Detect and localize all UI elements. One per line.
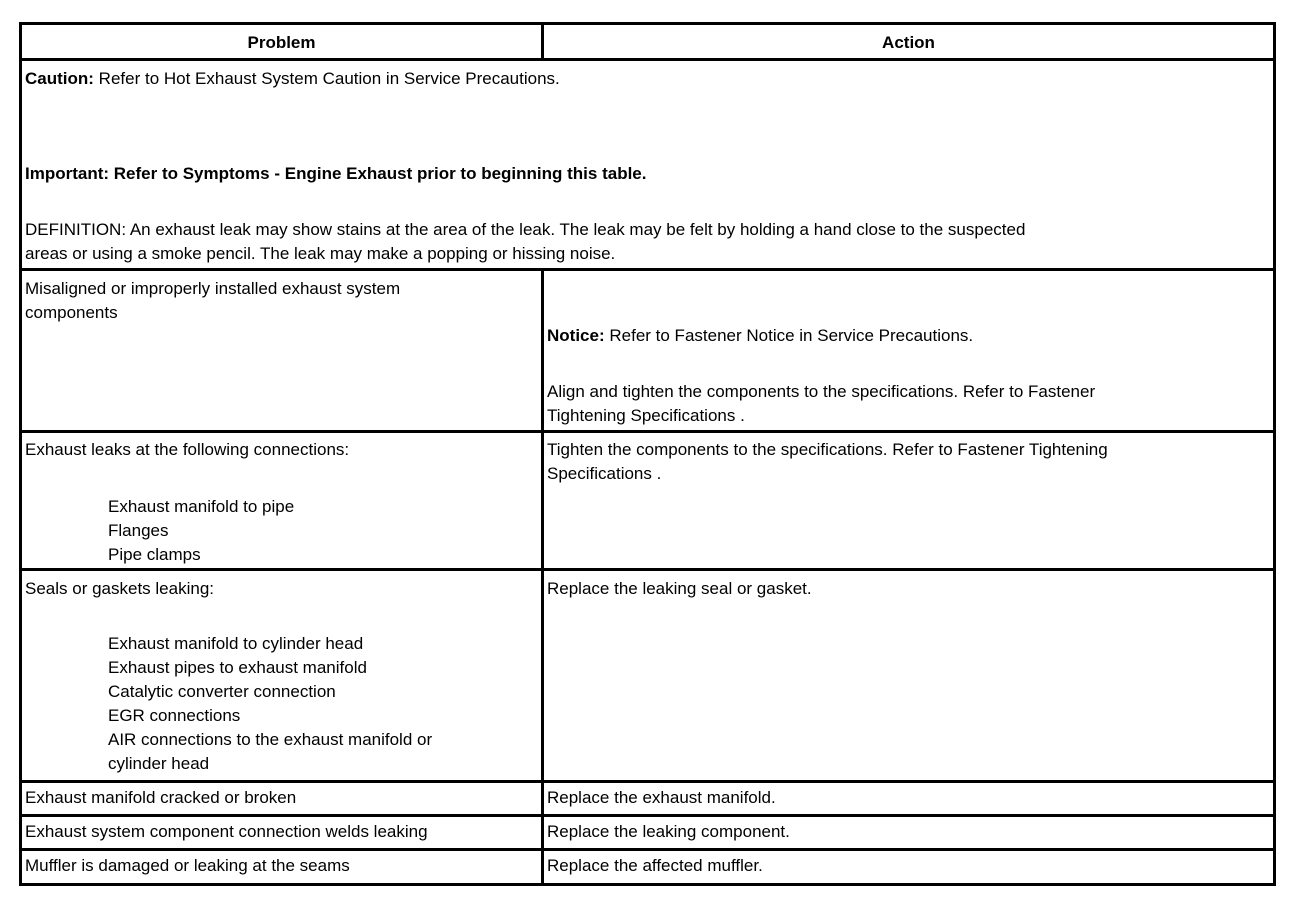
definition-line: areas or using a smoke pencil. The leak may make a popping or hissing noise. xyxy=(25,244,616,263)
divider xyxy=(22,780,1273,783)
list-item: Flanges xyxy=(108,521,169,540)
list-item: Exhaust pipes to exhaust manifold xyxy=(108,658,367,677)
list-item: Catalytic converter connection xyxy=(108,682,336,701)
header-action: Action xyxy=(882,33,935,52)
notice-note xyxy=(547,324,973,348)
caution-label: Caution: xyxy=(25,69,94,88)
action-text: Align and tighten the components to the specifications. Refer to Fastener xyxy=(547,382,1096,401)
problem-text: Exhaust system component connection welds leaking xyxy=(25,822,428,841)
action-text: Replace the leaking component. xyxy=(547,822,790,841)
list-item: Exhaust manifold to pipe xyxy=(108,497,295,516)
caution-note xyxy=(25,67,560,91)
divider xyxy=(22,814,1273,817)
caution-text: Refer to Hot Exhaust System Caution in Service Precautions. xyxy=(98,69,560,88)
divider xyxy=(541,268,544,883)
important-note: Important: Refer to Symptoms - Engine Exhaust prior to beginning this table. xyxy=(25,164,647,183)
action-text: Replace the leaking seal or gasket. xyxy=(547,579,812,598)
list-item: EGR connections xyxy=(108,706,241,725)
problem-text: Muffler is damaged or leaking at the seams xyxy=(25,856,350,875)
list-item: cylinder head xyxy=(108,754,210,773)
header-problem: Problem xyxy=(247,33,316,52)
action-text: Tightening Specifications . xyxy=(547,406,745,425)
divider xyxy=(22,848,1273,851)
divider xyxy=(22,58,1273,61)
action-text: Replace the affected muffler. xyxy=(547,856,763,875)
action-text: Tighten the components to the specifications. Refer to Fastener Tightening xyxy=(547,440,1108,459)
action-text: Replace the exhaust manifold. xyxy=(547,788,776,807)
problem-text: Exhaust leaks at the following connections: xyxy=(25,440,350,459)
definition-line: DEFINITION: An exhaust leak may show stains at the area of the leak. The leak may be felt by holding a hand close to the suspected xyxy=(25,220,1026,239)
problem-text: Exhaust manifold cracked or broken xyxy=(25,788,297,807)
action-text: Specifications . xyxy=(547,464,662,483)
divider xyxy=(22,268,1273,271)
list-item: Exhaust manifold to cylinder head xyxy=(108,634,364,653)
problem-text: Misaligned or improperly installed exhaust system xyxy=(25,279,401,298)
list-item: AIR connections to the exhaust manifold or xyxy=(108,730,433,749)
problem-text: components xyxy=(25,303,118,322)
notice-text: Refer to Fastener Notice in Service Precautions. xyxy=(609,326,974,345)
divider xyxy=(22,430,1273,433)
troubleshooting-table xyxy=(19,22,1276,886)
list-item: Pipe clamps xyxy=(108,545,201,564)
problem-text: Seals or gaskets leaking: xyxy=(25,579,214,598)
divider xyxy=(22,568,1273,571)
notice-label: Notice: xyxy=(547,326,605,345)
